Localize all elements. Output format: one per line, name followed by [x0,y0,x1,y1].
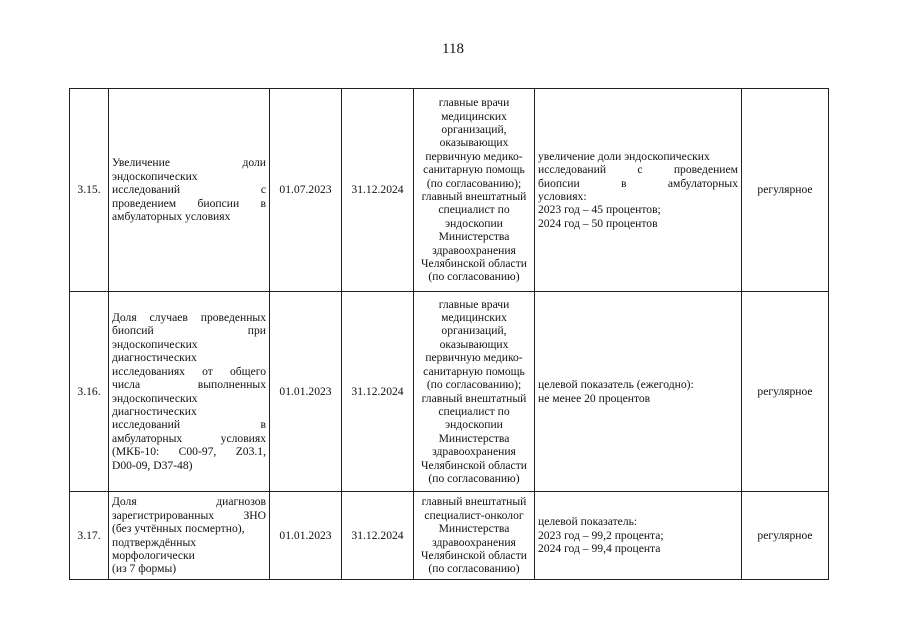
measure-name-line: исследований в [112,418,266,432]
item-number: 3.17. [70,492,109,580]
table-row [70,89,829,292]
responsible-line: (по согласованию); [426,176,522,190]
measure-name-line: (без учтённых посмертно), [112,522,245,536]
table-row [70,292,829,492]
indicator-line: 2023 год – 99,2 процента; [538,528,664,542]
measure-name-line: исследованиях от общего [112,364,266,378]
indicator-line: условиях: [538,190,587,203]
measure-type: регулярное [742,492,829,580]
start-date: 01.07.2023 [270,89,342,292]
responsible-line: специалист по [438,404,510,418]
responsible-line: здравоохранения [432,535,516,549]
responsible-line: (по согласованию); [426,378,522,392]
responsible-line: Министерства [438,522,510,536]
responsible-line: оказывающих [439,136,509,150]
end-date: 31.12.2024 [342,492,414,580]
indicator-line: не менее 20 процентов [538,391,651,405]
measure-name-line: проведением биопсии в [112,196,266,210]
responsible-line: здравоохранения [432,445,516,459]
indicator-line: целевой показатель (ежегодно): [538,378,694,392]
responsible-line: первичную медико- [425,149,523,163]
measure-name-line: зарегистрированных ЗНО [112,508,266,522]
indicator-line: биопсии в амбулаторных [538,176,738,190]
responsible-line: главные врачи [438,297,510,311]
measure-name-line: амбулаторных условиях [112,431,266,445]
measure-type: регулярное [742,89,829,292]
measure-name-line: числа выполненных [112,378,266,392]
responsible-line: оказывающих [439,337,509,351]
measure-name-line: подтверждённых [112,535,197,549]
responsible [414,89,535,292]
responsible-line: специалист-онколог [424,508,524,522]
measure-name-line: эндоскопических [112,391,198,405]
measure-name-line: морфологически [112,548,195,562]
indicator-line: исследований с проведением [538,163,738,177]
table-body [70,89,829,580]
indicator-line: 2024 год – 50 процентов [538,216,658,230]
item-number: 3.16. [70,292,109,492]
responsible-line: эндоскопии [445,216,503,230]
responsible [414,492,535,580]
measure-name-line: D00-09, D37-48) [112,458,193,472]
responsible-line: первичную медико- [425,351,523,365]
responsible-line: санитарную помощь [423,364,525,378]
responsible-line: (по согласованию) [428,270,520,284]
measures-table [69,88,829,580]
responsible-line: эндоскопии [445,418,503,432]
responsible-line: (по согласованию) [428,471,520,485]
measure-name-line: Доля случаев проведенных [112,311,266,325]
measure-name-line: (МКБ-10: С00-97, Z03.1, [112,445,266,459]
responsible-line: главный внештатный [421,190,527,203]
end-date: 31.12.2024 [342,292,414,492]
responsible-line: медицинских [441,109,507,123]
responsible-line: Челябинской области [421,548,527,562]
responsible-line: специалист по [438,203,510,217]
measure-name [109,89,270,292]
measure-name-line: Увеличение доли [112,156,266,170]
indicator [535,492,742,580]
responsible [414,292,535,492]
indicator [535,89,742,292]
measure-name-line: эндоскопических [112,337,198,351]
responsible-line: здравоохранения [432,243,516,257]
start-date: 01.01.2023 [270,292,342,492]
item-number: 3.15. [70,89,109,292]
table-row [70,492,829,580]
indicator-line: 2024 год – 99,4 процента [538,542,661,556]
responsible-line: Челябинской области [421,257,527,271]
indicator-line: увеличение доли эндоскопических [538,149,710,163]
indicator-line: целевой показатель: [538,515,638,529]
responsible-line: организаций, [441,122,507,136]
start-date: 01.01.2023 [270,492,342,580]
responsible-line: Министерства [438,230,510,244]
measure-name-line: Доля диагнозов [112,495,266,509]
measure-name-line: исследований с [112,183,266,197]
responsible-line: главный внештатный [421,495,527,509]
responsible-line: (по согласованию) [428,562,520,576]
responsible-line: организаций, [441,324,507,338]
responsible-line: медицинских [441,311,507,325]
responsible-line: главный внештатный [421,391,527,405]
indicator-line: 2023 год – 45 процентов; [538,203,661,217]
measure-name-line: биопсий при [112,324,266,338]
responsible-line: Челябинской области [421,458,527,472]
measure-name-line: диагностических [112,351,197,365]
measure-name [109,492,270,580]
indicator [535,292,742,492]
measure-name-line: (из 7 формы) [112,562,177,576]
measure-name-line: амбулаторных условиях [112,210,231,224]
measure-name-line: эндоскопических [112,169,198,183]
responsible-line: Министерства [438,431,510,445]
end-date: 31.12.2024 [342,89,414,292]
responsible-line: главные врачи [438,96,510,110]
measure-type: регулярное [742,292,829,492]
measure-name [109,292,270,492]
measure-name-line: диагностических [112,404,197,418]
responsible-line: санитарную помощь [423,163,525,177]
page-number: 118 [442,41,464,57]
